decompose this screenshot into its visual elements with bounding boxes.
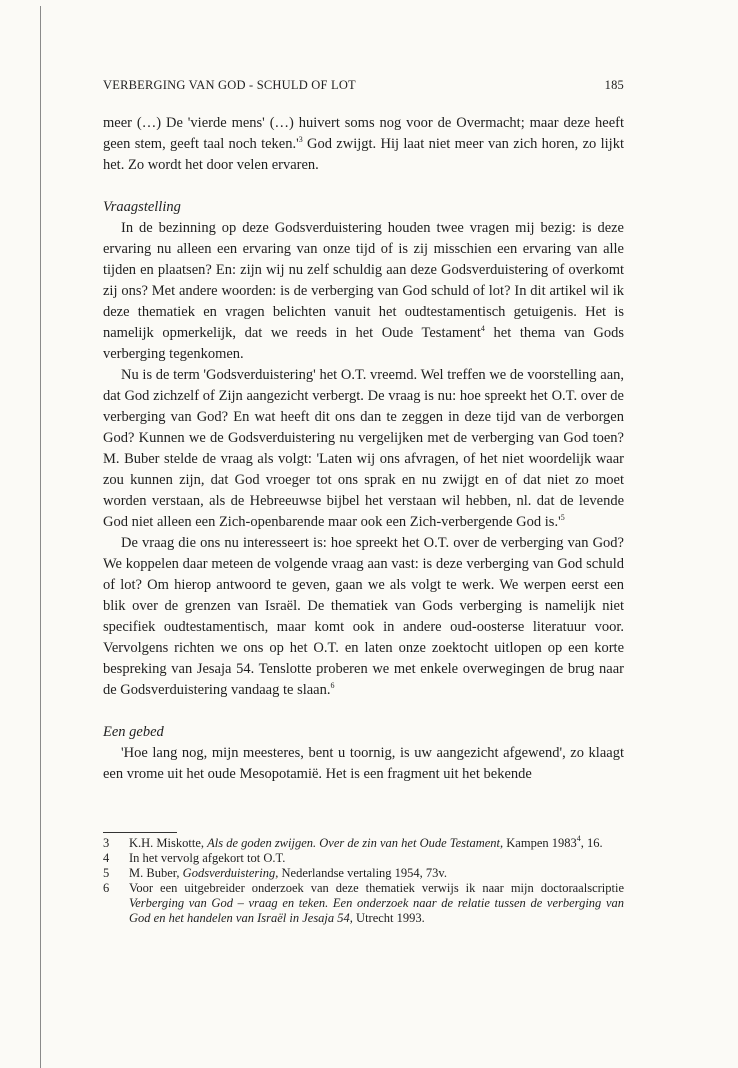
footnotes: [103, 832, 624, 926]
running-title: VERBERGING VAN GOD - SCHULD OF LOT: [103, 78, 356, 92]
footnote-rule: [103, 832, 177, 833]
paragraph-5: 'Hoe lang nog, mijn meesteres, bent u toornig, is uw aangezicht afgewend', zo klaagt een vrome uit het oude Mesopotamië. Het is een fragment uit het bekende: [103, 745, 624, 782]
section-heading-vraagstelling: Vraagstelling: [103, 199, 181, 215]
footnote-ref-3: 3: [298, 135, 303, 144]
paragraph-1: meer (…) De 'vierde mens' (…) huivert soms nog voor de Overmacht; maar deze heeft geen stem, geeft taal noch $teken.'^3$ God zwijgt. Hij laat niet meer van zich horen, zo lijkt het. Zo wordt het door velen ervaren.: [103, 115, 624, 173]
paragraph-2: In de bezinning op deze Godsverduistering houden twee vragen mij bezig: is deze ervaring nu alleen een ervaring van onze tijd of is zij misschien een ervaring van alle tijden en plaatsen? En: zijn wij nu zelf schuldig aan deze Godsverduistering of overkomt zij ons? Met andere woorden: is de verberging van God schuld of lot? In dit artikel wil ik deze thematiek en vragen belichten vanuit het oudtestamentisch getuigenis. Het is namelijk opmerkelijk, dat we reeds in het Oude Testament$^4$ het thema van Gods verberging tegenkomen.: [103, 220, 624, 362]
footnote-4: 4 In het vervolg afgekort tot O.T.: [103, 851, 286, 865]
running-header: [103, 78, 624, 93]
page-binding-line: [40, 6, 41, 1068]
main-text: [103, 113, 624, 785]
paragraph-3: Nu is de term 'Godsverduistering' het O.T. vreemd. Wel treffen we de voorstelling aan, dat God zichzelf of Zijn aangezicht verbergt. De vraag is nu: hoe spreekt het O.T. over de verberging van God? En wat heeft dit ons dan te zeggen in deze tijd van de verborgen God? Kunnen we de Godsverduistering nu vergelijken met de verberging van God toen? M. Buber stelde de vraag als volgt: 'Laten wij ons afvragen, of het niet woordelijk waar zou kunnen zijn, dat God vroeger tot ons sprak en nu zwijgt en of dat niet zo moet worden verstaan, als de Hebreeuwse bijbel het verstaan wil hebben, nl. dat de levende God niet alleen een Zich-openbarende maar ook een Zich-verbergende God $is.'^5$: [103, 367, 624, 530]
footnote-ref-4: 4: [480, 324, 485, 333]
paragraph-4: De vraag die ons nu interesseert is: hoe spreekt het O.T. over de verberging van God? We koppelen daar meteen de volgende vraag aan vast: is deze verberging van God schuld of lot? Om hierop antwoord te geven, gaan we als volgt te werk. We werpen eerst een blik over de grenzen van Israël. De thematiek van Gods verberging is namelijk niet specifiek oudtestamentisch, maar komt ook in andere oud-oosterse literatuur voor. Vervolgens richten we ons op het O.T. en laten onze zoektocht uitlopen op een korte bespreking van Jesaja 54. Tenslotte proberen we met enkele overwegingen de brug naar de Godsverduistering vandaag te slaan.$^6$: [103, 535, 624, 698]
footnote-5: 5 M. Buber, Godsverduistering, Nederlandse vertaling 1954, 73v.: [103, 866, 447, 880]
footnote-ref-6: 6: [330, 681, 335, 690]
page-body: [103, 78, 624, 785]
footnote-3: 3 K.H. Miskotte, Als de goden zwijgen. Over de zin van het Oude Testament, Kampen 1983$^4$, 16.: [103, 834, 603, 850]
page-number: 185: [604, 78, 624, 92]
footnote-6: 6 Voor een uitgebreider onderzoek van deze thematiek verwijs ik naar mijn doctoraalscriptie Verberging van God – vraag en teken. Een onderzoek naar de relatie tussen de verberging van God en het handelen van Israël in Jesaja 54, Utrecht 1993.: [103, 881, 624, 925]
section-heading-een-gebed: Een gebed: [103, 724, 164, 740]
footnote-ref-5: 5: [560, 513, 565, 522]
